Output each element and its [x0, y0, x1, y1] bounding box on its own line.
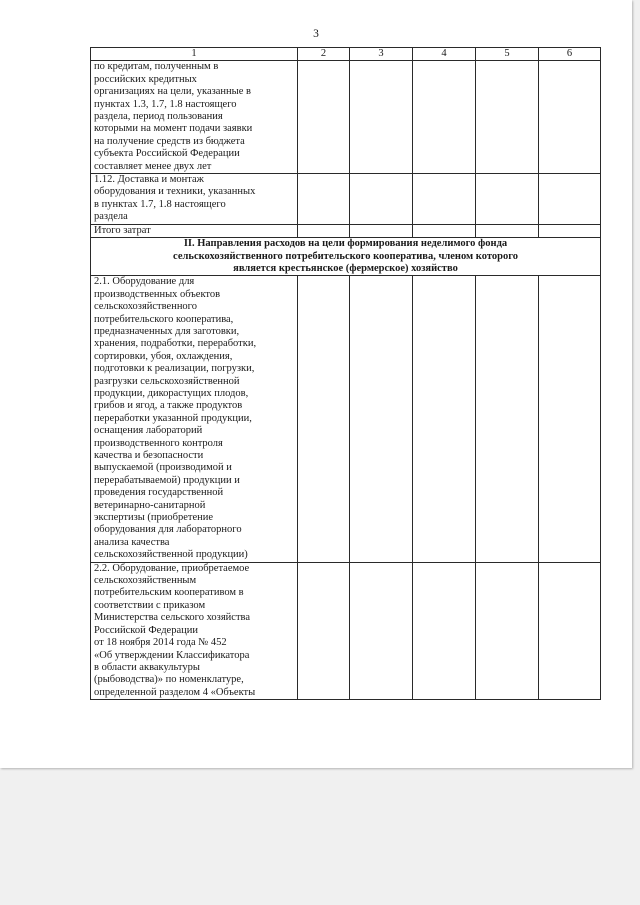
text-line: потребительского кооператива, — [94, 313, 234, 325]
text-line: оборудования для лабораторного — [94, 524, 242, 536]
column-header: 6 — [539, 48, 601, 61]
text-line: Итого затрат — [94, 224, 151, 236]
page-number: 3 — [313, 28, 319, 40]
row-label-1-12 — [91, 174, 298, 225]
text-line: хранения, подработки, переработки, — [94, 338, 257, 350]
empty-cell — [476, 276, 539, 562]
empty-cell — [539, 174, 601, 225]
text-line: производственных объектов — [94, 288, 221, 300]
empty-cell — [413, 276, 476, 562]
table-row — [91, 61, 601, 174]
text-line: переработки указанной продукции, — [94, 412, 252, 424]
text-line: проведения государственной — [94, 487, 224, 499]
text-line: является крестьянское (фермерское) хозяйство — [233, 262, 458, 274]
text-line: в пунктах 1.7, 1.8 настоящего — [94, 198, 226, 210]
text-line: 1.12. Доставка и монтаж — [94, 174, 204, 186]
column-header: 3 — [350, 48, 413, 61]
row-label-2-2 — [91, 562, 298, 699]
column-header: 5 — [476, 48, 539, 61]
text-line: составляет менее двух лет — [94, 160, 212, 172]
section-heading — [91, 238, 601, 276]
text-line: раздела, период пользования — [94, 111, 223, 123]
column-header: 2 — [298, 48, 350, 61]
text-line: сельскохозяйственным — [94, 575, 197, 587]
text-line: соответствии с приказом — [94, 599, 206, 611]
empty-cell — [476, 174, 539, 225]
text-line: перерабатываемой) продукции и — [94, 474, 240, 486]
text-line: Российской Федерации — [94, 624, 198, 636]
table-row — [91, 174, 601, 225]
row-label-2-1 — [91, 276, 298, 562]
table-row — [91, 276, 601, 562]
text-line: сельскохозяйственной продукции) — [94, 549, 248, 561]
text-line: от 18 ноября 2014 года № 452 — [94, 637, 227, 649]
text-line: оборудования и техники, указанных — [94, 186, 256, 198]
text-line: подготовки к реализации, погрузки, — [94, 363, 255, 375]
text-line: сельскохозяйственного потребительского кооператива, членом которого — [173, 250, 518, 262]
text-line: на получение средств из бюджета — [94, 135, 245, 147]
empty-cell — [350, 276, 413, 562]
text-line: сортировки, убоя, охлаждения, — [94, 350, 233, 362]
text-line: грибов и ягод, а также продуктов — [94, 400, 243, 412]
expenses-table — [90, 47, 601, 700]
text-line: производственного контроля — [94, 437, 223, 449]
text-line: экспертизы (приобретение — [94, 512, 214, 524]
empty-cell — [539, 224, 601, 237]
empty-cell — [350, 224, 413, 237]
text-line: по кредитам, полученным в — [94, 61, 219, 73]
text-line: в области аквакультуры — [94, 661, 200, 673]
empty-cell — [539, 562, 601, 699]
section-heading-row — [91, 238, 601, 276]
text-line: потребительским кооперативом в — [94, 587, 244, 599]
empty-cell — [298, 174, 350, 225]
text-line: пунктах 1.3, 1.7, 1.8 настоящего — [94, 98, 237, 110]
text-line: российских кредитных — [94, 73, 197, 85]
empty-cell — [298, 276, 350, 562]
text-line: субъекта Российской Федерации — [94, 148, 240, 160]
empty-cell — [413, 562, 476, 699]
empty-cell — [350, 562, 413, 699]
text-line: 2.1. Оборудование для — [94, 276, 195, 288]
row-label-total — [91, 224, 298, 237]
text-line: разгрузки сельскохозяйственной — [94, 375, 240, 387]
text-line: качества и безопасности — [94, 450, 204, 461]
text-line: оснащения лабораторий — [94, 425, 203, 437]
text-line: продукции, дикорастущих плодов, — [94, 387, 249, 399]
text-line: сельскохозяйственного — [94, 301, 197, 313]
text-line: 2.2. Оборудование, приобретаемое — [94, 562, 250, 574]
empty-cell — [539, 276, 601, 562]
empty-cell — [539, 61, 601, 174]
empty-cell — [476, 224, 539, 237]
column-header: 1 — [91, 48, 298, 61]
text-line: II. Направления расходов на цели формирования неделимого фонда — [183, 238, 508, 250]
text-line: анализа качества — [94, 536, 170, 548]
table-header-row — [91, 48, 601, 61]
empty-cell — [350, 174, 413, 225]
text-line: организациях на цели, указанные в — [94, 86, 251, 98]
empty-cell — [298, 61, 350, 174]
text-line: раздела — [94, 211, 128, 223]
text-line: определенной разделом 4 «Объекты — [94, 686, 256, 698]
text-line: выпускаемой (производимой и — [94, 462, 232, 474]
empty-cell — [298, 224, 350, 237]
table-row — [91, 562, 601, 699]
empty-cell — [413, 224, 476, 237]
text-line: предназначенных для заготовки, — [94, 325, 240, 337]
text-line: Министерства сельского хозяйства — [94, 612, 251, 624]
text-line: «Об утверждении Классификатора — [94, 649, 250, 661]
empty-cell — [298, 562, 350, 699]
empty-cell — [350, 61, 413, 174]
empty-cell — [413, 174, 476, 225]
text-line: которыми на момент подачи заявки — [94, 123, 253, 135]
text-line: ветеринарно-санитарной — [94, 499, 206, 511]
empty-cell — [413, 61, 476, 174]
empty-cell — [476, 61, 539, 174]
column-header: 4 — [413, 48, 476, 61]
row-label-loans — [91, 61, 298, 174]
text-line: (рыбоводства)» по номенклатуре, — [94, 674, 244, 686]
empty-cell — [476, 562, 539, 699]
total-row — [91, 224, 601, 237]
